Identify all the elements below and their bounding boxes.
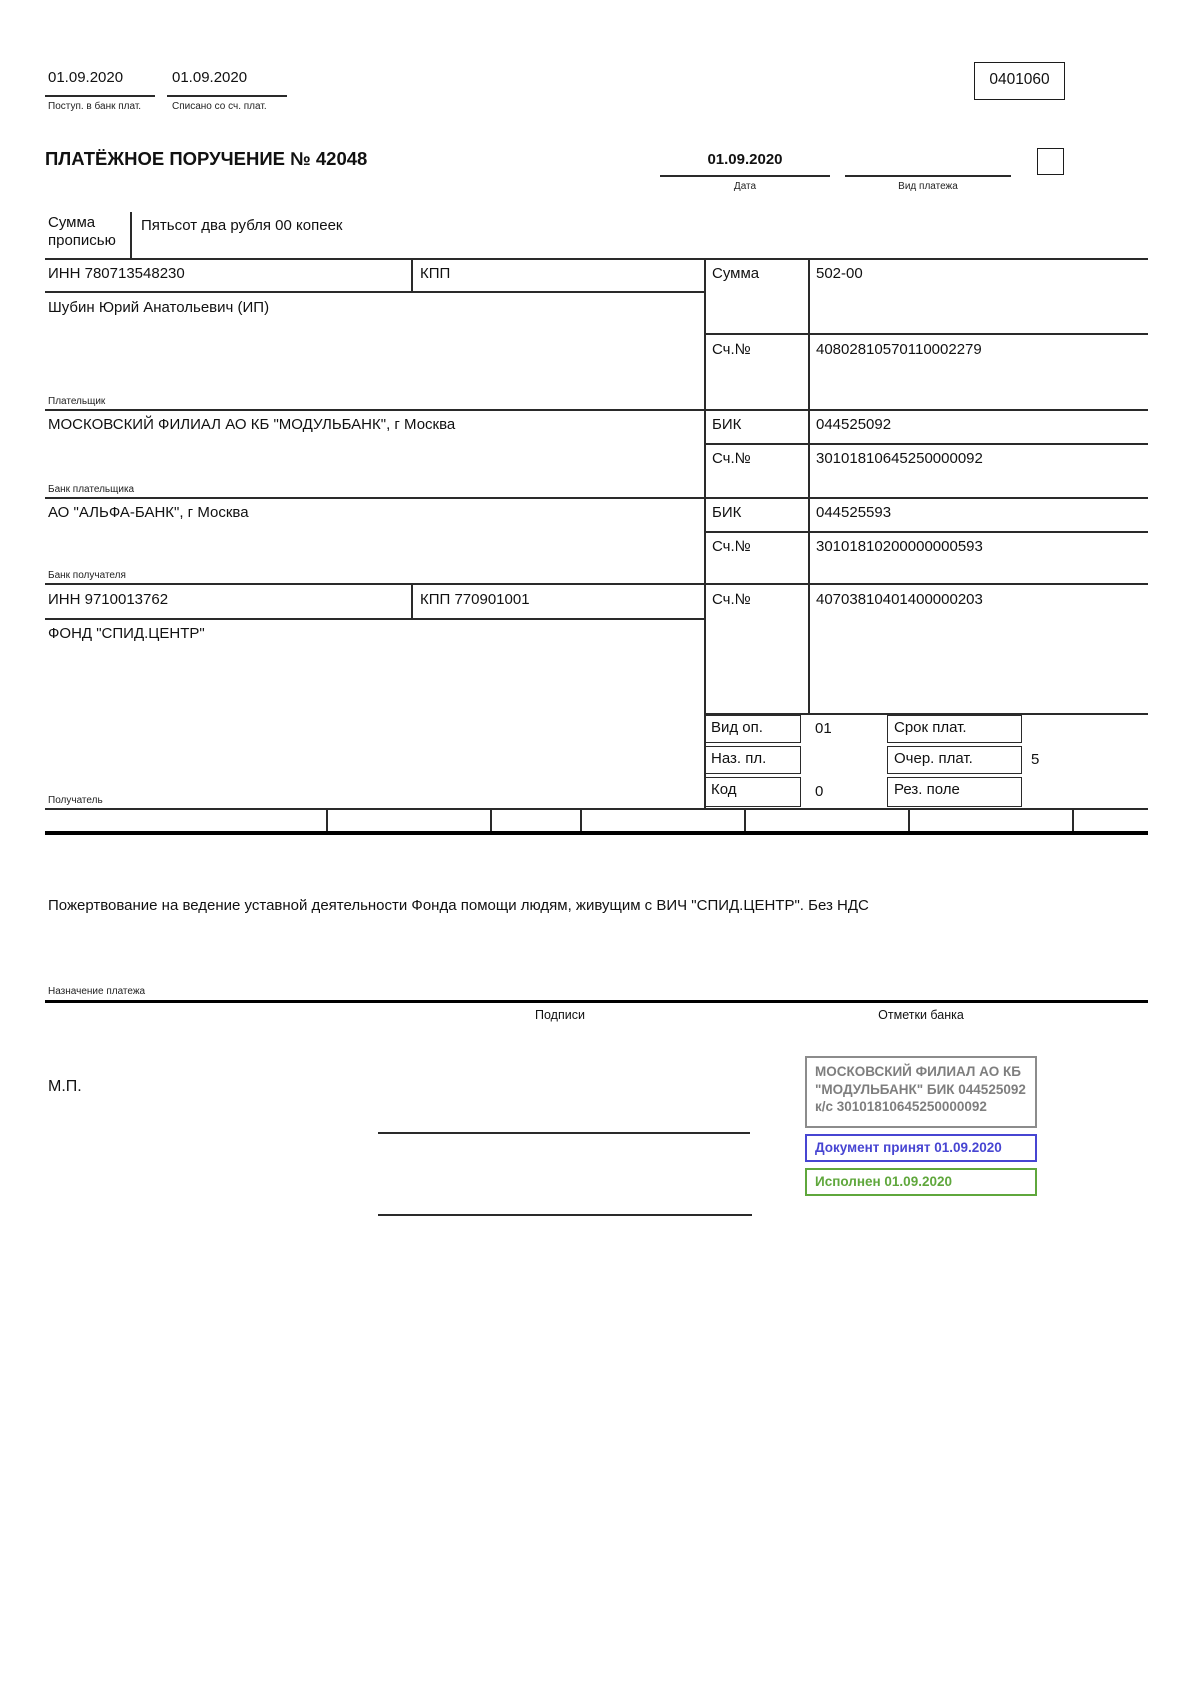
payment-purpose-text: Пожертвование на ведение уставной деятельности Фонда помощи людям, живущим с ВИЧ "СПИД.ЦЕНТР". Без НДС [48, 897, 869, 914]
payer-bank-bik: 044525092 [816, 416, 892, 433]
payment-type-underline [845, 175, 1011, 177]
table-line [704, 333, 1148, 335]
payer-bank-account: 30101810645250000092 [816, 450, 983, 467]
tax-cell-divider [908, 808, 910, 831]
payee-bank-label: Банк получателя [48, 570, 126, 581]
payer-name: Шубин Юрий Анатольевич (ИП) [48, 299, 270, 316]
payment-order-priority-label: Очер. плат. [887, 746, 1022, 774]
inn-kpp-divider [411, 583, 413, 618]
form-code-box: 0401060 [974, 62, 1065, 100]
reserve-field-label: Рез. поле [887, 777, 1022, 807]
bank-stamp-box [805, 1056, 1037, 1128]
tax-cell-divider [326, 808, 328, 831]
received-in-bank-date: 01.09.2020 [48, 69, 124, 86]
tax-cell-divider [490, 808, 492, 831]
inn-kpp-divider [411, 258, 413, 291]
document-date: 01.09.2020 [707, 151, 783, 168]
section-thick-line [45, 1000, 1148, 1003]
table-line [45, 258, 1148, 260]
table-line [45, 497, 1148, 499]
debited-date-underline [167, 95, 287, 97]
payer-account: 40802810570110002279 [816, 341, 982, 358]
payee-account-label: Сч.№ [712, 591, 751, 608]
table-line [704, 531, 1148, 533]
tax-cell-divider [1072, 808, 1074, 831]
seal-place-label: М.П. [48, 1078, 82, 1095]
bank-stamp-line2: "МОДУЛЬБАНК" БИК 044525092 [815, 1081, 1026, 1097]
document-title: ПЛАТЁЖНОЕ ПОРУЧЕНИЕ № 42048 [45, 148, 368, 169]
payment-purpose-code-label: Наз. пл. [704, 746, 801, 774]
payer-bank-account-label: Сч.№ [712, 450, 751, 467]
date-label: Дата [733, 181, 757, 192]
payment-purpose-label: Назначение платежа [48, 986, 146, 997]
tax-cell-divider [744, 808, 746, 831]
table-line [45, 409, 1148, 411]
table-line [45, 291, 705, 293]
table-line [45, 583, 1148, 585]
table-line [45, 808, 1148, 810]
priority-checkbox [1037, 148, 1064, 175]
operation-type-label: Вид оп. [704, 715, 801, 743]
bank-stamp-line3: к/с 30101810645250000092 [815, 1099, 987, 1114]
amount-label: Сумма [712, 265, 760, 282]
payer-kpp-label: КПП [420, 265, 451, 282]
signatures-heading: Подписи [535, 1008, 585, 1022]
payer-label: Плательщик [48, 396, 106, 407]
document-executed-badge: Исполнен 01.09.2020 [805, 1168, 1037, 1196]
payee-bank-bik-label: БИК [712, 504, 742, 521]
bank-marks-heading: Отметки банка [878, 1008, 964, 1022]
payee-name: ФОНД "СПИД.ЦЕНТР" [48, 625, 205, 642]
payee-bank-bik: 044525593 [816, 504, 892, 521]
debited-from-account-date: 01.09.2020 [172, 69, 248, 86]
tax-cell-divider [580, 808, 582, 831]
payee-kpp: КПП 770901001 [420, 591, 530, 608]
payee-bank-name: АО "АЛЬФА-БАНК", г Москва [48, 504, 249, 521]
table-line [45, 618, 705, 620]
payee-inn: ИНН 9710013762 [48, 591, 169, 608]
payee-account: 40703810401400000203 [816, 591, 983, 608]
amount-in-words-label: Сумма прописью [48, 214, 116, 249]
payment-term-label: Срок плат. [887, 715, 1022, 743]
amount-value: 502-00 [816, 265, 863, 282]
payee-bank-account: 30101810200000000593 [816, 538, 983, 555]
code-value: 0 [815, 783, 824, 800]
payer-account-label: Сч.№ [712, 341, 751, 358]
received-date-underline [45, 95, 155, 97]
signature-line-1 [378, 1132, 750, 1134]
payee-label: Получатель [48, 795, 103, 806]
payer-bank-name: МОСКОВСКИЙ ФИЛИАЛ АО КБ "МОДУЛЬБАНК", г Москва [48, 416, 456, 433]
payment-order-priority-value: 5 [1031, 751, 1040, 768]
amount-in-words-value: Пятьсот два рубля 00 копеек [141, 217, 343, 234]
date-underline [660, 175, 830, 177]
code-label: Код [704, 777, 801, 807]
signature-line-2 [378, 1214, 752, 1216]
payer-bank-bik-label: БИК [712, 416, 742, 433]
debited-date-label: Списано со сч. плат. [172, 101, 267, 112]
payer-inn: ИНН 780713548230 [48, 265, 185, 282]
payer-bank-label: Банк плательщика [48, 484, 135, 495]
operation-type-value: 01 [815, 720, 832, 737]
document-accepted-badge: Документ принят 01.09.2020 [805, 1134, 1037, 1162]
amount-words-divider [130, 212, 132, 258]
payment-type-label: Вид платежа [898, 181, 958, 192]
bank-stamp-line1: МОСКОВСКИЙ ФИЛИАЛ АО КБ [815, 1064, 1021, 1079]
section-thick-line [45, 831, 1148, 835]
label-value-divider [808, 258, 810, 713]
payee-bank-account-label: Сч.№ [712, 538, 751, 555]
table-line [704, 443, 1148, 445]
received-date-label: Поступ. в банк плат. [48, 101, 142, 112]
